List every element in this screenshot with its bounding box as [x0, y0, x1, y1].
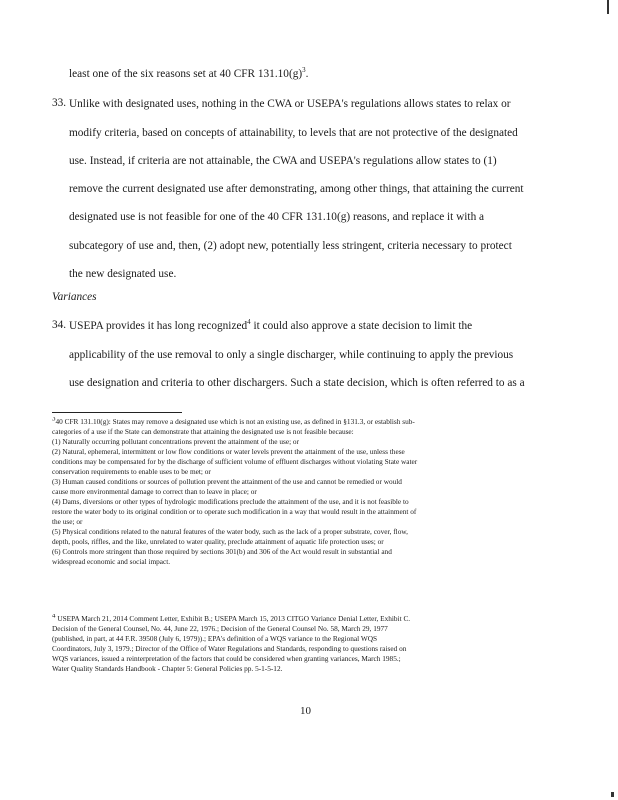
footnote-4-line: Water Quality Standards Handbook - Chapter 5: General Policies pp. 5-1-5-12.	[52, 664, 283, 673]
paragraph-33-line: Unlike with designated uses, nothing in the CWA or USEPA's regulations allows states to relax or	[69, 98, 511, 110]
footnote-3-line: (5) Physical conditions related to the natural features of the water body, such as the lack of a proper substrate, cover, flow,	[52, 527, 408, 536]
footnote-4-text: USEPA March 21, 2014 Comment Letter, Exhibit B.; USEPA March 15, 2013 CITGO Variance Denial Letter, Exhibit C.	[57, 614, 411, 623]
footnote-3-line: conditions may be compensated for by the discharge of sufficient volume of effluent discharges without violating State water	[52, 457, 418, 466]
paragraph-34-number: 34.	[52, 319, 67, 331]
footnote-3-line: (4) Dams, diversions or other types of hydrologic modifications preclude the attainment of the use, and it is not feasible to	[52, 497, 409, 506]
paragraph-33-number: 33.	[52, 97, 67, 109]
continuation-text: least one of the six reasons set at 40 CFR 131.10(g)	[69, 68, 303, 80]
footnote-3-line: widespread economic and social impact.	[52, 557, 171, 566]
footnote-3-line: (2) Natural, ephemeral, intermittent or low flow conditions or water levels prevent the attainment of the use, unless these	[52, 447, 405, 456]
footnote-3-line: (6) Controls more stringent than those required by sections 301(b) and 306 of the Act would result in substantial and	[52, 547, 392, 556]
footnote-4-marker: 4	[52, 614, 56, 620]
paragraph-34-line: use designation and criteria to other dischargers. Such a state decision, which is often referred to as a	[69, 377, 525, 389]
footnote-4-line: (published, in part, at 44 F.R. 39508 (July 6, 1979)).; EPA's definition of a WQS variance to the Regional WQS	[52, 634, 378, 643]
footnote-4-line: Decision of the General Counsel, No. 44, June 22, 1976.; Decision of the General Counsel No. 58, March 29, 1977	[52, 624, 388, 633]
footnote-3-line: depth, pools, riffles, and the like, unrelated to water quality, preclude attainment of aquatic life protection uses; or	[52, 537, 384, 546]
section-heading-variances: Variances	[52, 291, 97, 303]
footnote-3-line: cause more environmental damage to correct than to leave in place; or	[52, 487, 257, 496]
footnote-3-line: (3) Human caused conditions or sources of pollution prevent the attainment of the use and cannot be remedied or would	[52, 477, 402, 486]
continuation-line: least one of the six reasons set at 40 CFR $131.10(g)^3$.	[69, 66, 309, 80]
footnote-4-line: Coordinators, July 3, 1979.; Director of the Office of Water Regulations and Standards, responding to questions raised on	[52, 644, 407, 653]
footnote-3-marker: 3	[52, 417, 56, 423]
paragraph-33-line: the new designated use.	[69, 268, 177, 280]
footnote-4-line: WQS variances, issued a reinterpretation of the factors that could be considered when granting variances, March 1985.;	[52, 654, 401, 663]
footnote-3	[52, 417, 566, 567]
footnote-3-line: (1) Naturally occurring pollutant concentrations prevent the attainment of the use; or	[52, 437, 299, 446]
footnote-ref-4: 4	[247, 318, 251, 327]
paragraph-33-line: use. Instead, if criteria are not attainable, the CWA and USEPA's regulations allow states to (1)	[69, 155, 497, 167]
paragraph-34-line: applicability of the use removal to only a single discharger, while continuing to apply the previous	[69, 349, 514, 361]
footnote-separator	[52, 412, 182, 413]
footnote-3-line: restore the water body to its original condition or to operate such modification in a way that would result in the attainment of	[52, 507, 417, 516]
footnote-3-line: categories of a use if the State can demonstrate that attaining the designated use is not feasible because:	[52, 427, 354, 436]
footnote-4	[52, 614, 566, 674]
footnote-4-line	[52, 614, 566, 624]
scan-speck	[611, 792, 614, 797]
paragraph-33-line: subcategory of use and, then, (2) adopt new, potentially less stringent, criteria necessary to protect	[69, 240, 512, 252]
paragraph-33-line: remove the current designated use after demonstrating, among other things, that attaining the current	[69, 183, 524, 195]
footnote-3-text: 40 CFR 131.10(g): States may remove a designated use which is not an existing use, as defined in §131.3, or establish sub-	[55, 417, 415, 426]
paragraph-34-line	[69, 319, 472, 333]
footnote-ref-3: 3	[302, 66, 306, 75]
paragraph-33-line: modify criteria, based on concepts of attainability, to levels that are not protective of the designated	[69, 127, 518, 139]
footnote-3-line	[52, 417, 566, 427]
page-number: 10	[300, 705, 311, 717]
scan-speck	[607, 0, 609, 14]
paragraph-34-line1-b: it could also approve a state decision to limit the	[250, 320, 473, 332]
footnote-3-line: conservation requirements to enable uses to be met; or	[52, 467, 211, 476]
paragraph-34-line1-a: USEPA provides it has long recognized	[69, 320, 248, 332]
paragraph-33-line: designated use is not feasible for one of the 40 CFR 131.10(g) reasons, and replace it with a	[69, 211, 485, 223]
footnote-3-line: the use; or	[52, 517, 83, 526]
